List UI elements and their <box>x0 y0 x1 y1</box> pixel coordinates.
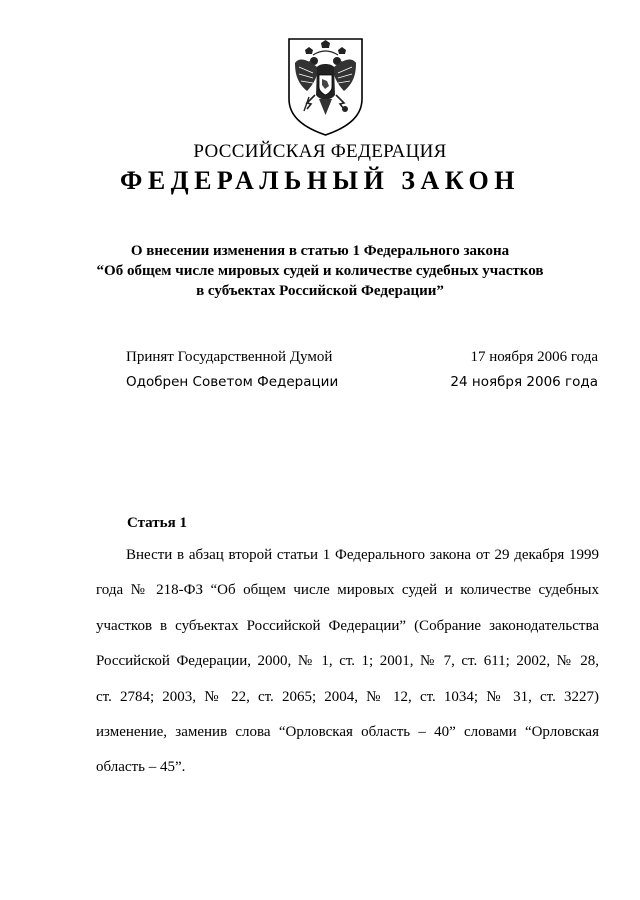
article-body <box>96 538 599 786</box>
article-line: ст. 2784; 2003, № 22, ст. 2065; 2004, № 12, ст. 1034; № 31, ст. 3227) <box>96 688 599 705</box>
article-line: область – 45”. <box>96 759 186 776</box>
russian-coat-of-arms-icon <box>287 37 364 137</box>
article-line: участков в субъектах Российской Федерации” (Собрание законодательства <box>96 617 599 634</box>
country-name: РОССИЙСКАЯ ФЕДЕРАЦИЯ <box>193 141 447 162</box>
law-title-line-1: О внесении изменения в статью 1 Федерального закона <box>130 243 510 259</box>
duma-adoption-label: Принят Государственной Думой <box>126 349 333 365</box>
article-line: года № 218-ФЗ “Об общем числе мировых судей и количестве судебных <box>96 582 599 599</box>
document-type: ФЕДЕРАЛЬНЫЙ ЗАКОН <box>120 166 520 195</box>
law-title-line-2: “Об общем числе мировых судей и количестве судебных участков <box>96 263 544 279</box>
article-line: Внести в абзац второй статьи 1 Федерального закона от 29 декабря 1999 <box>126 547 599 563</box>
council-approval-label: Одобрен Советом Федерации <box>126 374 339 390</box>
article-line: изменение, заменив слова “Орловская область – 40” словами “Орловская <box>96 723 599 740</box>
duma-adoption-date: 17 ноября 2006 года <box>470 349 598 365</box>
council-approval-date: 24 ноября 2006 года <box>450 374 598 390</box>
law-title-line-3: в субъектах Российской Федерации” <box>196 283 444 299</box>
article-line: Российской Федерации, 2000, № 1, ст. 1; 2001, № 7, ст. 611; 2002, № 28, <box>96 653 599 670</box>
article-heading: Статья 1 <box>127 515 187 531</box>
